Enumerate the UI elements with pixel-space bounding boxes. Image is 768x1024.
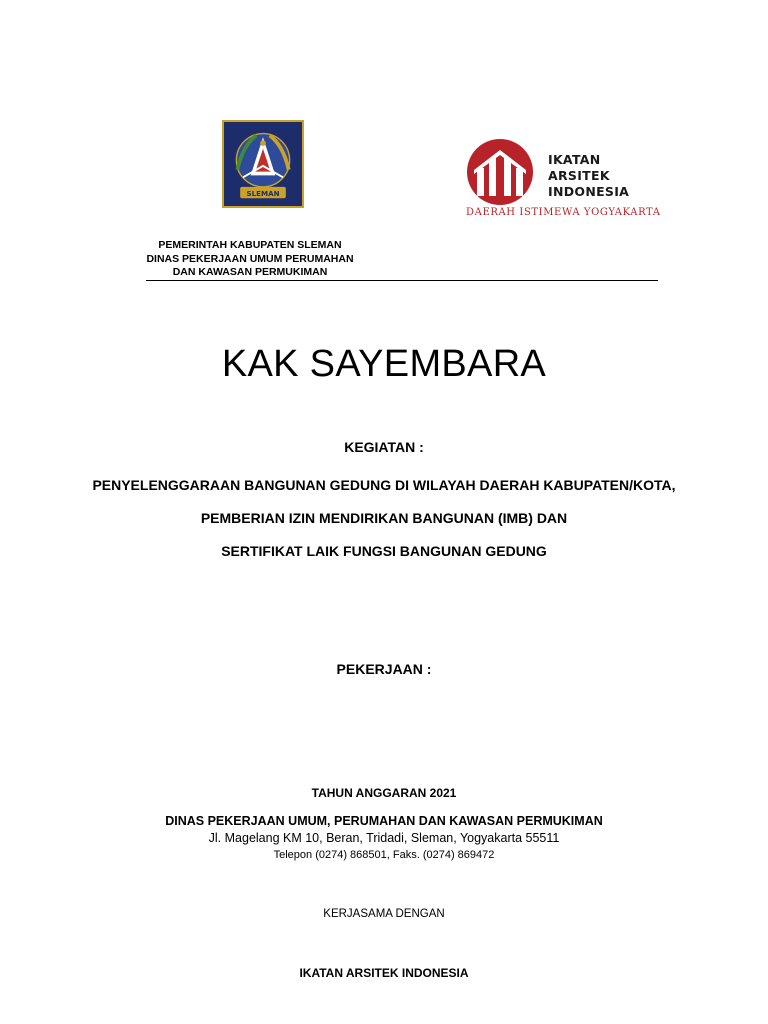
kegiatan-line3: SERTIFIKAT LAIK FUNGSI BANGUNAN GEDUNG [221, 543, 547, 559]
header-divider [146, 280, 658, 281]
partner-name: IKATAN ARSITEK INDONESIA [299, 966, 469, 980]
sleman-crest-icon [224, 122, 302, 206]
iai-emblem-icon [462, 138, 538, 208]
kegiatan-line2: PEMBERIAN IZIN MENDIRIKAN BANGUNAN (IMB) DAN [200, 510, 568, 526]
org-header [140, 239, 360, 280]
budget-year: TAHUN ANGGARAN 2021 [311, 786, 457, 800]
iai-line3: INDONESIA [548, 184, 630, 199]
iai-wordmark [548, 152, 629, 200]
iai-line1: IKATAN [548, 152, 601, 167]
cooperation-label: KERJASAMA DENGAN [323, 908, 445, 920]
agency-phone: Telepon (0274) 868501, Faks. (0274) 869472 [273, 849, 495, 861]
org-line1: PEMERINTAH KABUPATEN SLEMAN [158, 239, 342, 251]
iai-line2: ARSITEK [548, 168, 610, 183]
agency-name: DINAS PEKERJAAN UMUM, PERUMAHAN DAN KAWASAN PERMUKIMAN [165, 814, 603, 828]
agency-address: Jl. Magelang KM 10, Beran, Tridadi, Sleman, Yogyakarta 55511 [208, 831, 560, 845]
iai-logo [462, 138, 661, 224]
crest-label: SLEMAN [246, 188, 280, 198]
kegiatan-label: KEGIATAN : [344, 439, 424, 455]
sleman-crest-logo [222, 120, 304, 208]
org-line3: DAN KAWASAN PERMUKIMAN [172, 266, 328, 278]
kegiatan-line1: PENYELENGGARAAN BANGUNAN GEDUNG DI WILAYAH DAERAH KABUPATEN/KOTA, [92, 477, 676, 493]
document-title: KAK SAYEMBARA [221, 343, 547, 385]
pekerjaan-label: PEKERJAAN : [336, 661, 432, 677]
org-line2: DINAS PEKERJAAN UMUM PERUMAHAN [146, 252, 354, 265]
iai-subtitle: DAERAH ISTIMEWA YOGYAKARTA [466, 207, 661, 218]
